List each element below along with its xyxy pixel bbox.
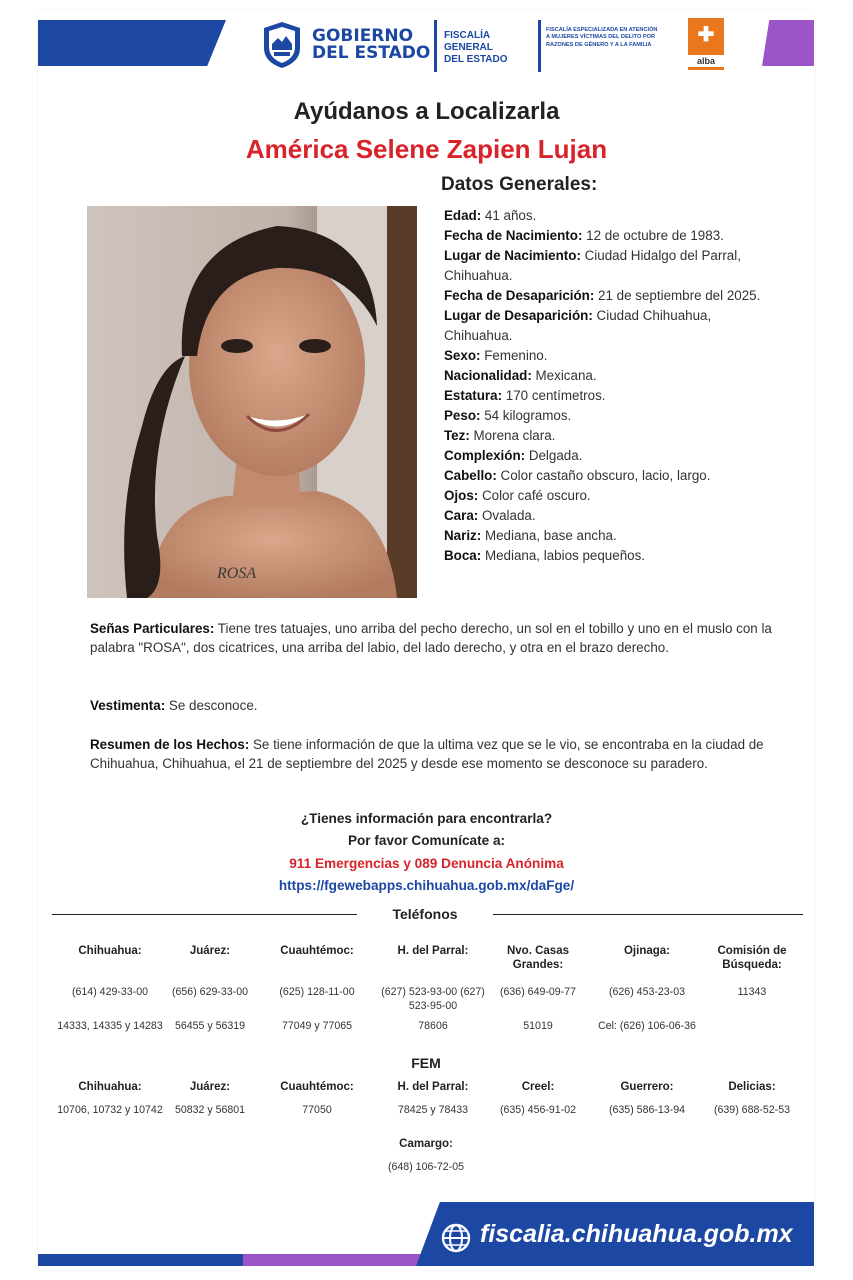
vestimenta-label: Vestimenta:: [90, 698, 166, 713]
resumen-value: Se tiene información de que la ultima vez que se le vio, se encontraba en la ciudad de Chihuahua, Chihuahua, el 21 de septiembre del 2025 y desde ese momento se desconoce su paradero.: [90, 737, 764, 771]
fact-label: Lugar de Desaparición:: [444, 308, 593, 323]
phone-city: Chihuahua:: [78, 945, 142, 957]
phone-city: Ojinaga:: [623, 945, 670, 957]
fact-value: 12 de octubre de 1983.: [582, 228, 724, 243]
fact-row: [444, 506, 779, 526]
senas-label: Señas Particulares:: [90, 621, 215, 636]
fact-label: Estatura:: [444, 388, 503, 403]
telefonos-title: Teléfonos: [392, 906, 458, 922]
phone-number: (648) 106-72-05: [388, 1161, 464, 1173]
alba-label: alba: [688, 55, 724, 67]
fact-row: [444, 306, 779, 346]
fact-label: Sexo:: [444, 348, 481, 363]
fact-label: Boca:: [444, 548, 482, 563]
phone-number: (627) 523-93-00 (627) 523-95-00: [381, 986, 485, 1012]
divider-line: [52, 914, 357, 915]
fact-label: Complexión:: [444, 448, 526, 463]
globe-icon: [440, 1222, 472, 1254]
fem-line-1: FISCALÍA ESPECIALIZADA EN ATENCIÓN: [546, 27, 658, 33]
phone-city: Cuauhtémoc:: [280, 1081, 354, 1093]
fact-label: Fecha de Nacimiento:: [444, 228, 583, 243]
phone-number: (635) 586-13-94: [609, 1104, 685, 1116]
fact-label: Cabello:: [444, 468, 497, 483]
phone-city: Juárez:: [189, 1081, 231, 1093]
senas-paragraph: [90, 619, 790, 657]
phone-city: H. del Parral:: [397, 1081, 469, 1093]
phone-extension: Cel: (626) 106-06-36: [598, 1020, 696, 1032]
fact-value: Morena clara.: [469, 428, 556, 443]
resumen-paragraph: [90, 735, 790, 773]
fact-label: Ojos:: [444, 488, 479, 503]
fact-label: Fecha de Desaparición:: [444, 288, 595, 303]
phone-number: (635) 456-91-02: [500, 1104, 576, 1116]
fact-value: Ovalada.: [478, 508, 536, 523]
fact-label: Peso:: [444, 408, 481, 423]
fact-row: [444, 426, 779, 446]
fem-line-2: A MUJERES VÍCTIMAS DEL DELITO POR: [546, 34, 655, 41]
phone-city: Nvo. Casas Grandes:: [506, 945, 569, 971]
header-divider: [538, 20, 541, 72]
svg-text:ROSA: ROSA: [217, 565, 257, 582]
fact-value: Mexicana.: [531, 368, 597, 383]
fem-line-3: RAZONES DE GÉNERO Y A LA FAMILIA: [546, 41, 652, 48]
person-photo: [87, 206, 417, 598]
fge-line-2: DEL ESTADO: [444, 54, 508, 65]
fact-value: Ciudad Chihuahua, Chihuahua.: [444, 308, 712, 343]
fact-row: [444, 446, 779, 466]
fact-label: Edad:: [444, 208, 482, 223]
fact-value: Color café oscuro.: [478, 488, 591, 503]
resumen-label: Resumen de los Hechos:: [90, 737, 250, 752]
state-shield-icon: [260, 20, 304, 70]
report-link[interactable]: https://fgewebapps.chihuahua.gob.mx/daFge/: [278, 878, 575, 893]
phone-city: Camargo:: [399, 1138, 453, 1150]
fact-row: [444, 486, 779, 506]
gov-line-1: GOBIERNO: [312, 26, 414, 46]
fge-logo-text: [444, 30, 534, 66]
alba-figure-icon: ✚: [697, 24, 715, 46]
phone-city: Chihuahua:: [78, 1081, 142, 1093]
fact-row: [444, 246, 779, 286]
phone-city: Juárez:: [189, 945, 231, 957]
facts-list: [444, 206, 779, 566]
phone-number: 10706, 10732 y 10742: [57, 1104, 163, 1116]
phone-number: (656) 629-33-00: [172, 986, 248, 998]
fge-line-1: FISCALÍA GENERAL: [444, 30, 493, 53]
contact-question: ¿Tienes información para encontrarla?: [300, 811, 553, 826]
fem-title: FEM: [411, 1055, 441, 1071]
fact-row: [444, 366, 779, 386]
phone-number: (625) 128-11-00: [279, 986, 355, 998]
missing-person-name: América Selene Zapien Lujan: [245, 134, 608, 164]
header-divider: [434, 20, 437, 72]
senas-value: Tiene tres tatuajes, uno arriba del pecho derecho, un sol en el tobillo y uno en el muslo con la palabra "ROSA", dos cicatrices, una arriba del labio, del lado derecho, y otra en el brazo derecho.: [90, 621, 772, 655]
fact-value: 41 años.: [481, 208, 537, 223]
fact-value: Mediana, base ancha.: [481, 528, 617, 543]
vestimenta-paragraph: [90, 696, 790, 715]
fact-value: Delgada.: [525, 448, 583, 463]
phone-extension: 56455 y 56319: [174, 1020, 246, 1032]
footer-blue-strip: [38, 1254, 244, 1266]
fact-label: Nariz:: [444, 528, 482, 543]
phone-extension: 51019: [523, 1020, 553, 1032]
fact-value: Ciudad Hidalgo del Parral, Chihuahua.: [444, 248, 741, 283]
fact-label: Nacionalidad:: [444, 368, 532, 383]
phone-city: Delicias:: [728, 1081, 776, 1093]
fact-row: [444, 286, 779, 306]
fact-value: Color castaño obscuro, lacio, largo.: [496, 468, 711, 483]
phone-number: 77050: [302, 1104, 332, 1116]
phone-number: (614) 429-33-00: [72, 986, 148, 998]
fact-row: [444, 346, 779, 366]
phone-number: 78425 y 78433: [397, 1104, 469, 1116]
phone-number: (636) 649-09-77: [500, 986, 576, 998]
emergency-numbers: 911 Emergencias y 089 Denuncia Anónima: [289, 856, 564, 871]
fact-row: [444, 466, 779, 486]
phone-number: 50832 y 56801: [174, 1104, 246, 1116]
phone-city: H. del Parral:: [397, 945, 469, 957]
phone-city: Creel:: [521, 1081, 555, 1093]
fem-logo-text: [546, 27, 678, 49]
fact-row: [444, 226, 779, 246]
fact-value: 21 de septiembre del 2025.: [594, 288, 761, 303]
fact-value: Femenino.: [480, 348, 548, 363]
fact-row: [444, 546, 779, 566]
fact-label: Tez:: [444, 428, 470, 443]
vestimenta-value: Se desconoce.: [165, 698, 258, 713]
phone-city: Cuauhtémoc:: [280, 945, 354, 957]
header-blue-bar: [38, 20, 226, 66]
phone-extension: 14333, 14335 y 14283: [57, 1020, 163, 1032]
page-title: Ayúdanos a Localizarla: [293, 98, 560, 125]
divider-line: [493, 914, 803, 915]
footer-purple-strip: [243, 1254, 433, 1266]
phone-number: 11343: [737, 986, 767, 998]
gov-line-2: DEL ESTADO: [312, 43, 431, 63]
phone-city: Comisión de Búsqueda:: [717, 945, 787, 971]
fact-row: [444, 206, 779, 226]
phone-city: Guerrero:: [620, 1081, 674, 1093]
fact-value: 170 centímetros.: [502, 388, 606, 403]
fact-row: [444, 406, 779, 426]
fact-label: Lugar de Nacimiento:: [444, 248, 581, 263]
datos-heading: Datos Generales:: [441, 174, 598, 195]
gov-logo-text: [312, 28, 430, 62]
fact-row: [444, 526, 779, 546]
fact-label: Cara:: [444, 508, 479, 523]
header-purple-bar: [762, 20, 814, 66]
footer-url[interactable]: fiscalia.chihuahua.gob.mx: [480, 1220, 793, 1248]
fact-row: [444, 386, 779, 406]
fact-value: Mediana, labios pequeños.: [481, 548, 645, 563]
phone-extension: 78606: [418, 1020, 448, 1032]
phone-extension: 77049 y 77065: [281, 1020, 353, 1032]
phone-number: (639) 688-52-53: [714, 1104, 790, 1116]
alba-logo: [688, 18, 724, 70]
contact-please: Por favor Comunícate a:: [347, 833, 506, 848]
phone-number: (626) 453-23-03: [609, 986, 685, 998]
fact-value: 54 kilogramos.: [480, 408, 572, 423]
